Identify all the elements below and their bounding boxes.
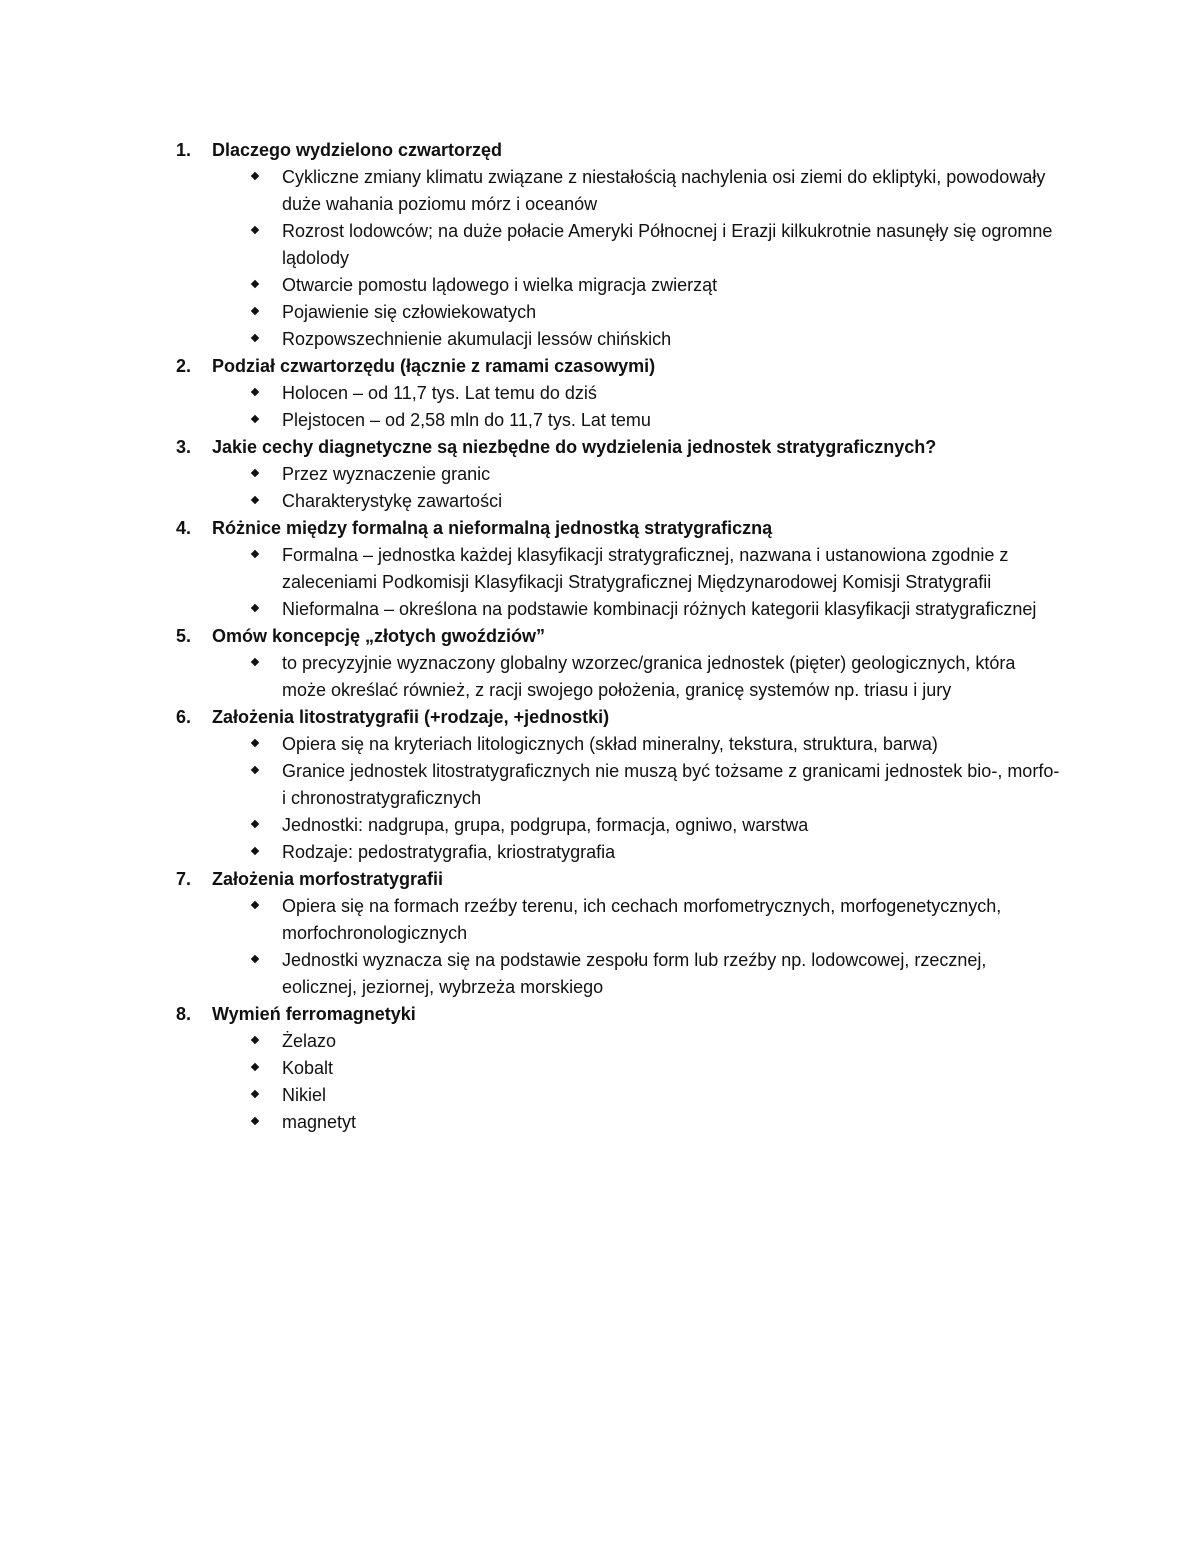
- list-item-text: Charakterystykę zawartości: [282, 491, 503, 511]
- question-title: Wymień ferromagnetyki: [212, 1004, 416, 1024]
- question-heading: [176, 353, 1076, 380]
- list-item: [176, 272, 1076, 299]
- list-item-text: Kobalt: [282, 1058, 334, 1078]
- answer-list: [176, 461, 1076, 515]
- answer-list: [176, 893, 1076, 1001]
- question-title: Omów koncepcję „złotych gwoździów”: [212, 626, 546, 646]
- list-item-text: Opiera się na formach rzeźby terenu, ich cechach morfometrycznych, morfogenetycznych, morfochronologicznych: [282, 896, 1002, 943]
- list-item: [176, 326, 1076, 353]
- list-item: [176, 380, 1076, 407]
- list-item: [176, 839, 1076, 866]
- list-item: [176, 164, 1076, 218]
- list-item-text: Żelazo: [282, 1031, 337, 1051]
- diamond-bullet-icon: [248, 812, 282, 839]
- list-item-text: Rozrost lodowców; na duże połacie Ameryki Północnej i Erazji kilkukrotnie nasunęły się ogromne lądolody: [282, 221, 1053, 268]
- answer-list: [176, 380, 1076, 434]
- diamond-bullet-icon: [248, 1109, 282, 1136]
- diamond-bullet-icon: [248, 461, 282, 488]
- answer-list: [176, 542, 1076, 623]
- list-item-text: Cykliczne zmiany klimatu związane z niestałością nachylenia osi ziemi do ekliptyki, powodowały duże wahania poziomu mórz i oceanów: [282, 167, 1046, 214]
- diamond-bullet-icon: [248, 272, 282, 299]
- question-number: 1.: [176, 140, 192, 160]
- list-item-text: Jednostki wyznacza się na podstawie zespołu form lub rzeźby np. lodowcowej, rzecznej, eolicznej, jeziornej, wybrzeża morskiego: [282, 950, 987, 997]
- question-block: [176, 1001, 1076, 1136]
- question-number: 8.: [176, 1004, 192, 1024]
- question-number: 3.: [176, 437, 192, 457]
- diamond-bullet-icon: [248, 596, 282, 623]
- question-number: 7.: [176, 869, 192, 889]
- list-item-text: Przez wyznaczenie granic: [282, 464, 491, 484]
- list-item: [176, 461, 1076, 488]
- question-heading: [176, 704, 1076, 731]
- list-item: [176, 596, 1076, 623]
- list-item: [176, 758, 1076, 812]
- question-title: Dlaczego wydzielono czwartorzęd: [212, 140, 503, 160]
- list-item: [176, 1082, 1076, 1109]
- diamond-bullet-icon: [248, 947, 282, 974]
- question-title: Założenia morfostratygrafii: [212, 869, 444, 889]
- question-heading: [176, 1001, 1076, 1028]
- diamond-bullet-icon: [248, 164, 282, 191]
- list-item: [176, 893, 1076, 947]
- list-item-text: Jednostki: nadgrupa, grupa, podgrupa, formacja, ogniwo, warstwa: [282, 815, 809, 835]
- question-block: [176, 623, 1076, 704]
- list-item-text: Otwarcie pomostu lądowego i wielka migracja zwierząt: [282, 275, 718, 295]
- question-heading: [176, 866, 1076, 893]
- answer-list: [176, 1028, 1076, 1136]
- diamond-bullet-icon: [248, 893, 282, 920]
- question-title: Jakie cechy diagnetyczne są niezbędne do wydzielenia jednostek stratygraficznych?: [212, 437, 937, 457]
- answer-list: [176, 731, 1076, 866]
- question-heading: [176, 434, 1076, 461]
- diamond-bullet-icon: [248, 299, 282, 326]
- diamond-bullet-icon: [248, 407, 282, 434]
- question-block: [176, 866, 1076, 1001]
- diamond-bullet-icon: [248, 326, 282, 353]
- list-item-text: to precyzyjnie wyznaczony globalny wzorzec/granica jednostek (pięter) geologicznych, która może określać również, z racji swojego położenia, granicę systemów np. triasu i jury: [282, 653, 1016, 700]
- list-item-text: Holocen – od 11,7 tys. Lat temu do dziś: [282, 383, 597, 403]
- list-item-text: Plejstocen – od 2,58 mln do 11,7 tys. Lat temu: [282, 410, 651, 430]
- diamond-bullet-icon: [248, 488, 282, 515]
- list-item-text: Nikiel: [282, 1085, 327, 1105]
- answer-list: [176, 650, 1076, 704]
- list-item-text: Granice jednostek litostratygraficznych nie muszą być tożsame z granicami jednostek bio-, morfo- i chronostratygraficznych: [282, 761, 1060, 808]
- question-number: 2.: [176, 356, 192, 376]
- diamond-bullet-icon: [248, 218, 282, 245]
- diamond-bullet-icon: [248, 839, 282, 866]
- question-block: [176, 434, 1076, 515]
- diamond-bullet-icon: [248, 1082, 282, 1109]
- list-item: [176, 812, 1076, 839]
- diamond-bullet-icon: [248, 650, 282, 677]
- list-item-text: Pojawienie się człowiekowatych: [282, 302, 537, 322]
- list-item: [176, 488, 1076, 515]
- question-title: Założenia litostratygrafii (+rodzaje, +jednostki): [212, 707, 610, 727]
- list-item-text: Opiera się na kryteriach litologicznych (skład mineralny, tekstura, struktura, barwa): [282, 734, 938, 754]
- list-item: [176, 947, 1076, 1001]
- diamond-bullet-icon: [248, 542, 282, 569]
- list-item-text: Rozpowszechnienie akumulacji lessów chińskich: [282, 329, 672, 349]
- question-list: [176, 137, 1076, 1136]
- list-item: [176, 1109, 1076, 1136]
- question-block: [176, 353, 1076, 434]
- question-number: 4.: [176, 518, 192, 538]
- list-item: [176, 650, 1076, 704]
- question-number: 6.: [176, 707, 192, 727]
- question-block: [176, 137, 1076, 353]
- list-item: [176, 218, 1076, 272]
- list-item: [176, 1055, 1076, 1082]
- list-item-text: Formalna – jednostka każdej klasyfikacji stratygraficznej, nazwana i ustanowiona zgodnie z zaleceniami Podkomisji Klasyfikacji Stratygraficznej Międzynarodowej Komisji Stratygrafii: [282, 545, 1009, 592]
- diamond-bullet-icon: [248, 758, 282, 785]
- list-item-text: Rodzaje: pedostratygrafia, kriostratygrafia: [282, 842, 616, 862]
- answer-list: [176, 164, 1076, 353]
- question-heading: [176, 623, 1076, 650]
- list-item: [176, 299, 1076, 326]
- list-item-text: Nieformalna – określona na podstawie kombinacji różnych kategorii klasyfikacji stratygraficznej: [282, 599, 1037, 619]
- diamond-bullet-icon: [248, 380, 282, 407]
- question-heading: [176, 515, 1076, 542]
- diamond-bullet-icon: [248, 731, 282, 758]
- list-item: [176, 542, 1076, 596]
- question-number: 5.: [176, 626, 192, 646]
- question-block: [176, 515, 1076, 623]
- question-block: [176, 704, 1076, 866]
- diamond-bullet-icon: [248, 1028, 282, 1055]
- diamond-bullet-icon: [248, 1055, 282, 1082]
- question-title: Podział czwartorzędu (łącznie z ramami czasowymi): [212, 356, 656, 376]
- list-item: [176, 407, 1076, 434]
- list-item-text: magnetyt: [282, 1112, 357, 1132]
- list-item: [176, 731, 1076, 758]
- question-title: Różnice między formalną a nieformalną jednostką stratygraficzną: [212, 518, 773, 538]
- list-item: [176, 1028, 1076, 1055]
- question-heading: [176, 137, 1076, 164]
